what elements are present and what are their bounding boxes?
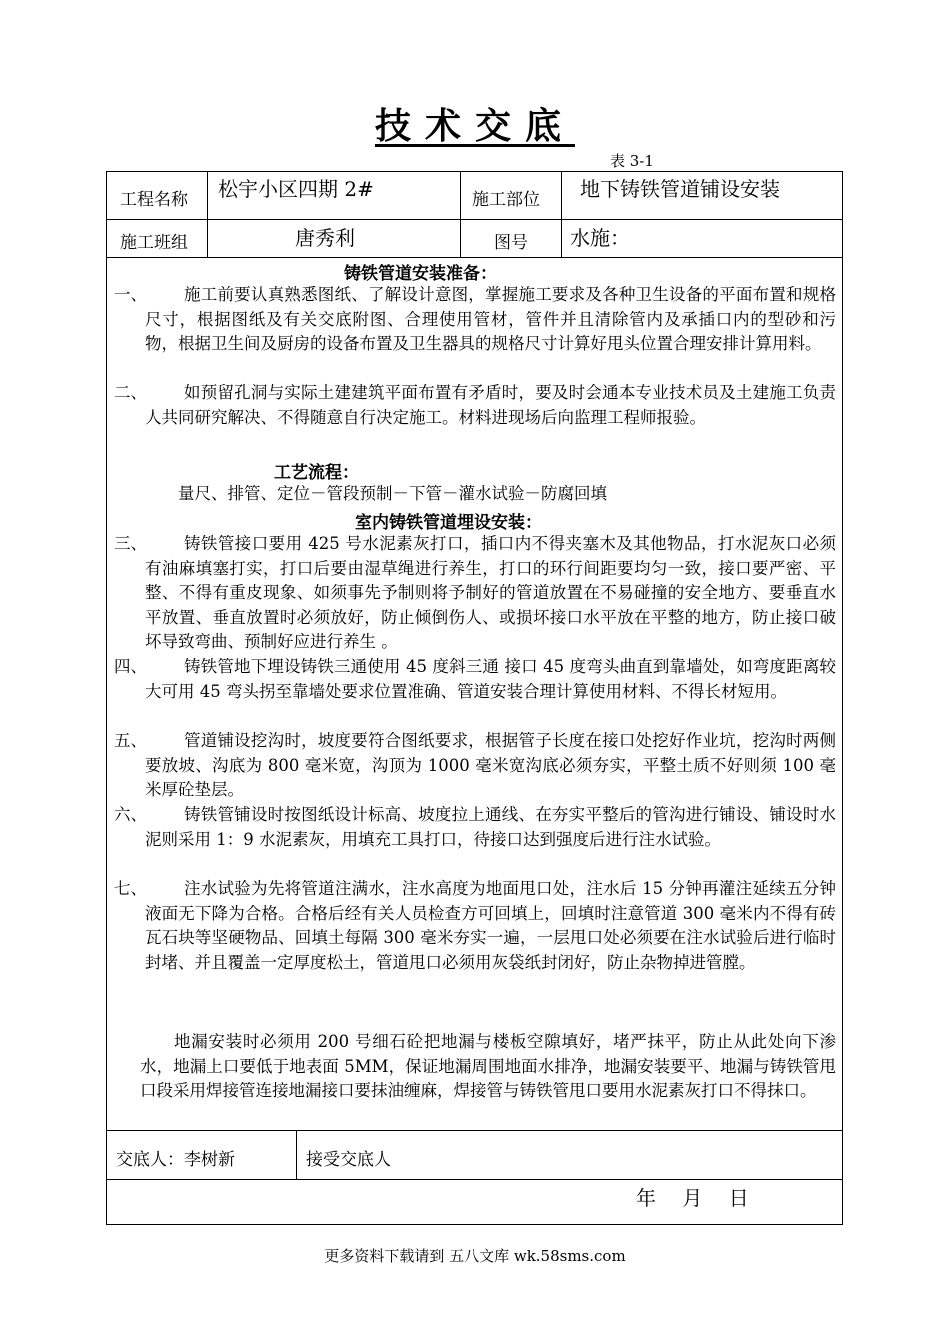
column-divider (460, 171, 461, 257)
row-divider (106, 1179, 843, 1180)
row-divider (106, 257, 843, 258)
column-divider (561, 171, 562, 257)
footer-note: 更多资料下载请到 五八文库 wk.58sms.com (324, 1247, 626, 1265)
document-title: 技术交底 (374, 105, 575, 147)
item-text: 铸铁管铺设时按图纸设计标高、坡度拉上通线、在夯实平整后的管沟进行铺设、铺设时水泥则采用 1：9 水泥素灰，用填充工具打口，待接口达到强度后进行注水试验。 (145, 805, 836, 849)
list-item (114, 877, 836, 975)
construction-location-label: 施工部位 (472, 190, 540, 210)
process-flow-text: 量尺、排管、定位－管段预制－下管－灌水试验－防腐回填 (178, 484, 607, 503)
disclosure-giver: 交底人：李树新 (116, 1150, 235, 1170)
item-number: 七、 (114, 879, 147, 898)
section-title-process: 工艺流程： (274, 463, 359, 483)
item-number: 六、 (114, 805, 147, 824)
drawing-number-value: 水施： (570, 226, 630, 250)
drawing-number-label: 图号 (494, 233, 528, 253)
list-item (114, 803, 836, 852)
sign-date: 年 月 日 (636, 1186, 749, 1210)
column-divider (296, 1130, 297, 1179)
item-number: 一、 (114, 285, 147, 304)
item-text: 如预留孔洞与实际土建建筑平面布置有矛盾时，要及时会通本专业技术员及土建施工负责人共同研究解决、不得随意自行决定施工。材料进现场后向监理工程师报验。 (145, 383, 836, 427)
list-item (114, 283, 836, 357)
row-divider (106, 219, 843, 220)
project-name-label: 工程名称 (120, 190, 188, 210)
item-number: 三、 (114, 534, 147, 553)
item-text: 铸铁管地下埋设铸铁三通使用 45 度斜三通 接口 45 度弯头曲直到靠墙处，如弯度距离较大可用 45 弯头拐至靠墙处要求位置准确、管道安装合理计算使用材料、不得长材短用。 (145, 657, 836, 701)
item-text: 施工前要认真熟悉图纸、了解设计意图，掌握施工要求及各种卫生设备的平面布置和规格尺寸，根据图纸及有关交底附图、合理使用管材，管件并且清除管内及承插口内的型砂和污物，根据卫生间及厨房的设备布置及卫生器具的规格尺寸计算好甩头位置合理安排计算用料。 (145, 285, 836, 353)
list-item (114, 381, 836, 430)
construction-team-value: 唐秀利 (295, 226, 355, 250)
list-item (114, 729, 836, 803)
row-divider (106, 1130, 843, 1131)
item-number: 四、 (114, 657, 147, 676)
item-text: 管道铺设挖沟时，坡度要符合图纸要求，根据管子长度在接口处挖好作业坑，挖沟时两侧要放坡、沟底为 800 毫米宽，沟顶为 1000 毫米宽沟底必须夯实，平整土质不好则须 100 毫米厚砼垫层。 (145, 731, 836, 799)
column-divider (207, 171, 208, 257)
construction-team-label: 施工班组 (120, 233, 188, 253)
item-number: 五、 (114, 731, 147, 750)
item-text: 注水试验为先将管道注满水，注水高度为地面甩口处，注水后 15 分钟再灌注延续五分钟液面无下降为合格。合格后经有关人员检查方可回填上，回填时注意管道 300 毫米内不得有砖瓦石块等坚硬物品、回填土每隔 300 毫米夯实一遍，一层甩口处必须要在注水试验后进行临时封堵、并且覆盖一定厚度松土，管道甩口必须用灰袋纸封闭好，防止杂物掉进管膛。 (145, 879, 836, 972)
item-text: 铸铁管接口要用 425 号水泥素灰打口，插口内不得夹塞木及其他物品，打水泥灰口必须有油麻填塞打实，打口后要由湿草绳进行养生，打口的环行间距要均匀一致，接口要严密、平整、不得有重皮现象、如须事先予制则将予制好的管道放置在不易碰撞的安全地方、要垂直水平放置、垂直放置时必须放好，防止倾倒伤人、或损坏接口水平放在平整的地方，防止接口破坏导致弯曲、预制好应进行养生 。 (145, 534, 836, 651)
list-item (114, 532, 836, 655)
construction-location-value: 地下铸铁管道铺设安装 (580, 177, 780, 201)
list-item (114, 655, 836, 704)
floor-drain-paragraph (140, 1030, 836, 1104)
section-title-preparation: 铸铁管道安装准备： (344, 264, 497, 284)
item-number: 二、 (114, 383, 147, 402)
disclosure-receiver-label: 接受交底人 (306, 1150, 391, 1170)
table-number: 表 3-1 (610, 152, 654, 170)
project-name-value: 松宇小区四期 2# (218, 177, 374, 201)
floor-drain-text: 地漏安装时必须用 200 号细石砼把地漏与楼板空隙填好，堵严抹平，防止从此处向下渗水，地漏上口要低于地表面 5MM，保证地漏周围地面水排净，地漏安装要平、地漏与铸铁管甩口段采用焊接管连接地漏接口要抹油缠麻，焊接管与铸铁管甩口要用水泥素灰打口不得抹口。 (140, 1032, 836, 1100)
section-title-indoor: 室内铸铁管道埋设安装： (355, 513, 542, 533)
